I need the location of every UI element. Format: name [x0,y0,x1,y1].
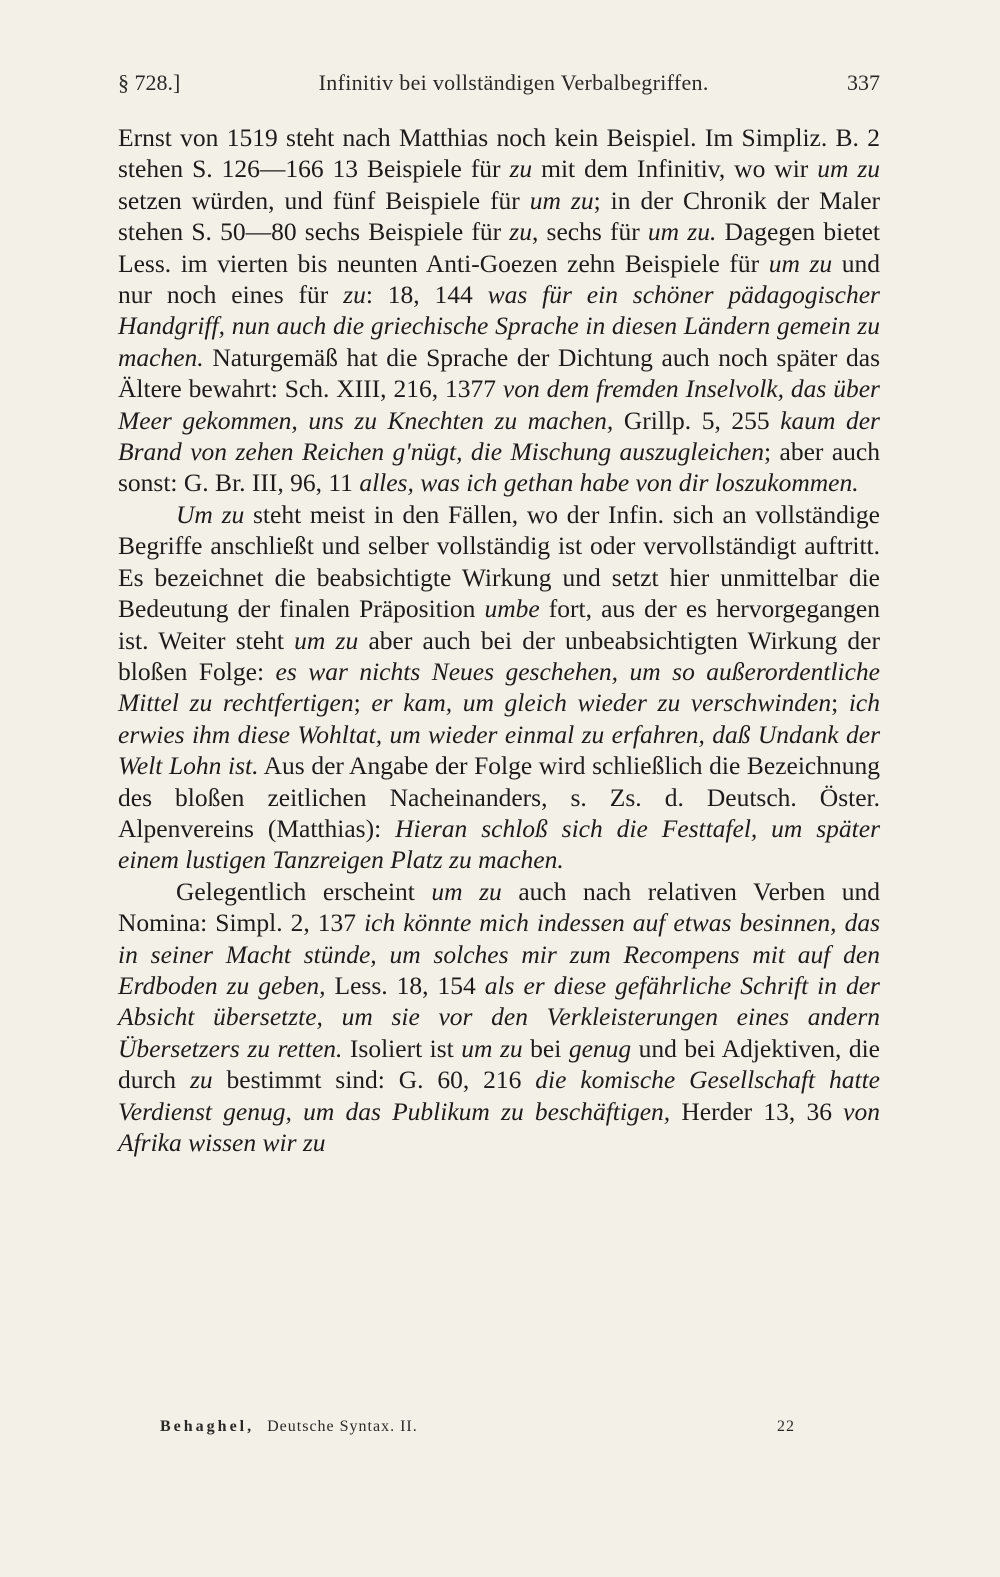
text-run: bestimmt sind: G. 60, 216 [212,1065,536,1095]
footer-author: Behaghel, [160,1418,255,1435]
italic-citation: alles, was ich gethan habe von dir loszukommen. [359,468,859,498]
running-header [118,70,880,96]
italic-citation: kaum der Brand von zehen Reichen g'nügt, die Mischung auszugleichen [118,405,880,467]
italic-citation: um zu [461,1033,523,1063]
text-run: bei [522,1033,569,1063]
italic-citation: genug [568,1033,632,1063]
italic-citation: zu [509,217,532,247]
text-run: steht meist in den Fällen, wo der Infin. sich an vollständige Begriffe anschließt und selber vollständig ist oder vervollständigt auftritt. Es bezeichnet die beabsichtigte Wirkung und setzt hier unmittelbar die Bedeutung der finalen Präposition [118,499,880,624]
text-run: mit dem Infinitiv, wo wir [532,154,818,184]
italic-citation: um zu [817,154,881,184]
paragraph [118,122,880,499]
italic-citation: es war nichts Neues geschehen, um so außerordentliche Mittel zu rechtfertigen [118,656,881,718]
text-run: Ernst von 1519 steht nach Matthias noch kein Beispiel. Im Simpliz. B. 2 stehen S. 126—166 13 Beispiele für [118,123,880,184]
italic-citation: von Afrika wissen wir zu [118,1096,880,1157]
italic-citation: die komische Gesellschaft hatte Verdienst genug, um das Publikum zu beschäftigen, [118,1065,880,1126]
text-run: setzen würden, und fünf Beispiele für [118,185,530,215]
italic-citation: was für ein schöner pädagogischer Handgriff, nun auch die griechische Sprache in diesen Ländern gemein zu machen. [118,280,880,372]
italic-citation: Um zu [176,499,245,529]
paragraph [118,876,880,1159]
text-run: und bei Adjektiven, die durch [118,1033,881,1095]
text-run: auch nach relativen Verben und Nomina: Simpl. 2, 137 [118,876,880,938]
italic-citation: ich erwies ihm diese Wohltat, um wieder einmal zu erfahren, daß Undank der Welt Lohn ist. [118,688,880,781]
italic-citation: zu [343,280,366,310]
text-run: : 18, 144 [365,280,488,310]
text-run: Gelegentlich erscheint [176,876,432,906]
italic-citation: um zu. [647,217,717,247]
sheet-signature: 22 [777,1418,795,1435]
text-run: ; in der Chronik der Maler stehen S. 50—80 sechs Beispiele für [118,185,881,247]
text-run: Dagegen bietet Less. im vierten bis neunten Anti-Goezen zehn Beispiele für [118,217,881,278]
paragraph [118,499,880,876]
italic-citation: um zu [294,625,359,655]
text-run: und nur noch eines für [118,248,880,310]
text-run: ; [353,688,372,718]
body-text [118,122,880,1158]
text-run: ; aber auch sonst: G. Br. III, 96, 11 [118,437,880,498]
text-run: , sechs für [531,217,648,247]
text-run: Less. 18, 154 [325,970,485,1000]
text-run: Herder 13, 36 [670,1096,844,1126]
italic-citation: zu [509,154,533,184]
italic-citation: zu [189,1065,213,1095]
italic-citation: umbe [484,594,540,624]
italic-citation: als er diese gefährliche Schrift in der Absicht übersetzte, um sie vor den Verkleisterungen eines andern Übersetzers zu retten. [118,970,880,1063]
italic-citation: um zu [529,185,594,215]
footer-work: Deutsche Syntax. II. [267,1418,418,1435]
publication-line [160,1418,418,1436]
text-run: Aus der Angabe der Folge wird schließlich die Bezeichnung des bloßen zeitlichen Nacheinanders, s. Zs. d. Deutsch. Öster. Alpenvereins (Matthias): [118,751,880,843]
text-run: ; [831,688,849,718]
italic-citation: um zu [768,248,833,278]
page-footer [160,1418,795,1436]
text-run: aber auch bei der unbeabsichtigten Wirkung der bloßen Folge: [118,625,880,686]
running-title: Infinitiv bei vollständigen Verbalbegriffen. [318,70,709,95]
italic-citation: er kam, um gleich wieder zu verschwinden [371,688,832,718]
italic-citation: um zu [431,876,502,906]
text-run: Grillp. 5, 255 [613,405,781,435]
page-number: 337 [846,70,880,95]
section-reference: § 728.] [118,70,181,95]
italic-citation: ich könnte mich indessen auf etwas besinnen, das in seiner Macht stünde, um solches mir zum Recompens mit auf den Erdboden zu geben, [118,908,880,1000]
italic-citation: von dem fremden Inselvolk, das über Meer gekommen, uns zu Knechten zu machen, [118,374,880,435]
text-run: Naturgemäß hat die Sprache der Dichtung auch noch später das Ältere bewahrt: Sch. XIII, 216, 1377 [118,342,880,404]
text-run: Isoliert ist [342,1033,462,1063]
italic-citation: Hieran schloß sich die Festtafel, um später einem lustigen Tanzreigen Platz zu machen. [118,813,880,875]
text-run: fort, aus der es hervorgegangen ist. Weiter steht [118,594,880,655]
